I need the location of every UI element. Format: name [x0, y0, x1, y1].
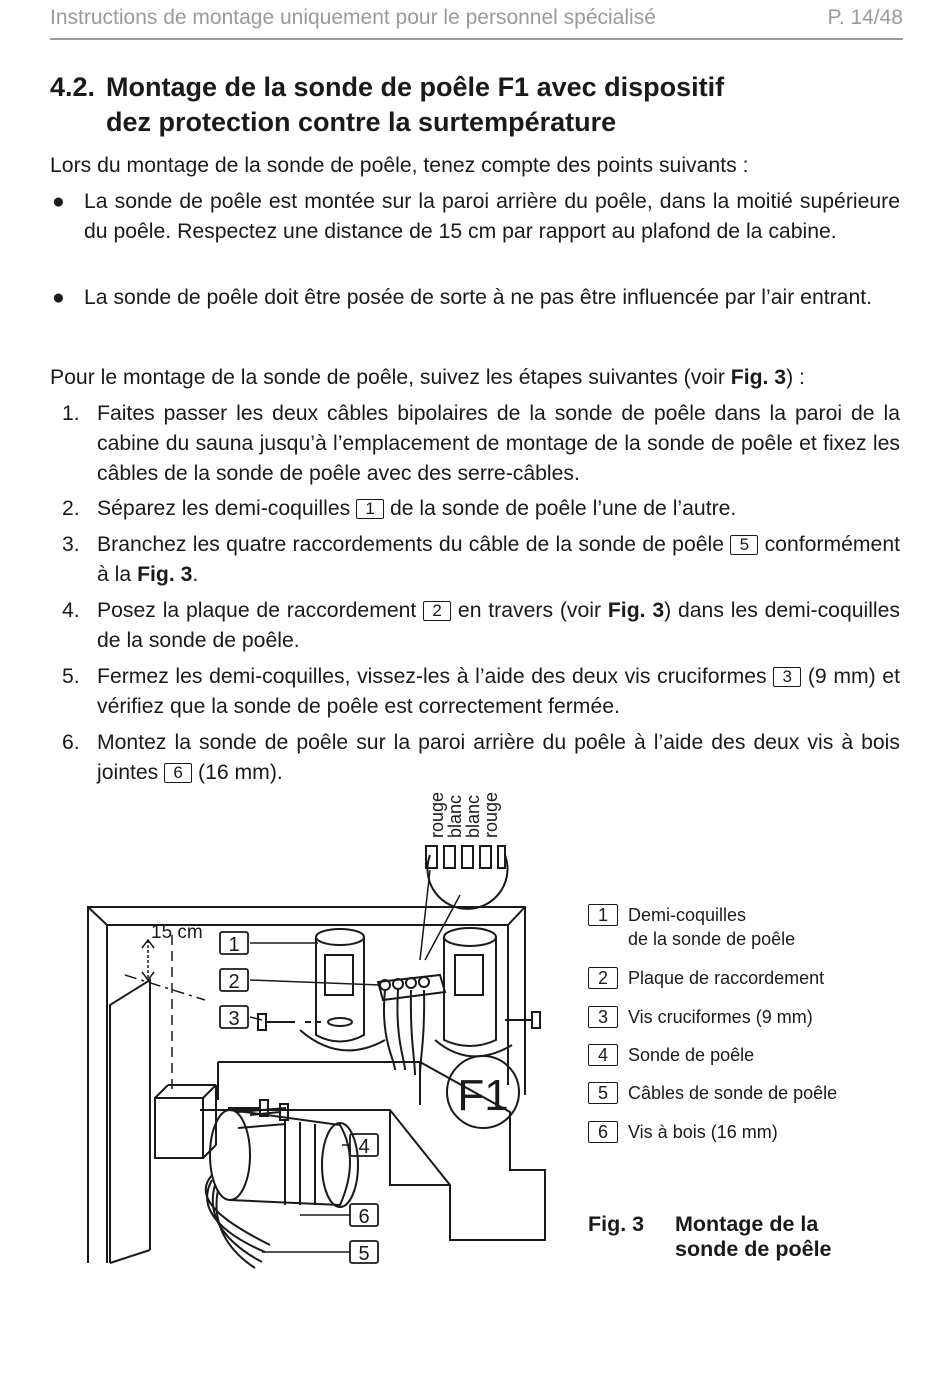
- legend-number: 4: [588, 1044, 618, 1066]
- callout-number: 3: [228, 1008, 240, 1030]
- callout-number: 6: [358, 1206, 370, 1228]
- callout-number: 5: [358, 1243, 370, 1265]
- bullet-icon: ●: [52, 190, 65, 213]
- sensor-label: F1: [457, 1071, 509, 1120]
- step-text-part: ) dans les demi-coquilles de la sonde de poêle.: [97, 599, 901, 652]
- step-text-part: .: [192, 563, 199, 586]
- step-text-part: Branchez les quatre raccordements du câble de la sonde de poêle: [97, 533, 731, 556]
- section-title-line2: dez protection contre la surtempérature: [106, 107, 617, 137]
- cross-screw: [258, 1014, 322, 1030]
- legend-text: de la sonde de poêle: [628, 929, 796, 949]
- step-text-part: de la sonde de poêle l’une de l’autre.: [384, 497, 737, 520]
- sensor-half-shell-left: [300, 929, 385, 1050]
- step-number: 3.: [62, 533, 80, 556]
- terminal-plate: [378, 975, 445, 1075]
- callout-box: 1: [356, 499, 384, 519]
- bullet-icon: ●: [52, 286, 65, 309]
- legend-item: [588, 1081, 837, 1105]
- legend-number: 6: [588, 1121, 618, 1143]
- intro-paragraph: Lors du montage de la sonde de poêle, tenez compte des points suivants :: [50, 154, 749, 177]
- wire-detail-zoom: [420, 846, 508, 960]
- legend-number: 5: [588, 1082, 618, 1104]
- legend-text: Câbles de sonde de poêle: [628, 1083, 838, 1103]
- callout-box: 6: [164, 763, 192, 783]
- legend-item: [588, 1120, 778, 1144]
- step-number: 6.: [62, 731, 80, 754]
- callout-box: 3: [773, 667, 801, 687]
- legend-text: Vis à bois (16 mm): [628, 1122, 778, 1142]
- figure-reference: Fig. 3: [137, 563, 193, 586]
- steps-intro-end: ) :: [786, 366, 805, 389]
- legend-text: Vis cruciformes (9 mm): [628, 1007, 813, 1027]
- step-number: 2.: [62, 497, 80, 520]
- legend-item: [588, 966, 824, 990]
- steps-intro-text: Pour le montage de la sonde de poêle, suivez les étapes suivantes (voir: [50, 366, 731, 389]
- step-text-part: (16 mm).: [192, 761, 283, 784]
- bullet-text: La sonde de poêle est montée sur la paroi arrière du poêle, dans la moitié supérieure du poêle. Respectez une distance de 15 cm par rapport au plafond de la cabine.: [84, 190, 900, 243]
- section-number: 4.2.: [50, 72, 96, 102]
- section-title-line1: Montage de la sonde de poêle F1 avec dispositif: [106, 72, 725, 102]
- cross-screw: [505, 1012, 540, 1028]
- wire-label: rouge: [481, 791, 501, 838]
- figure-reference: Fig. 3: [730, 366, 787, 389]
- stove-sensor: [206, 1108, 358, 1268]
- legend-text: Sonde de poêle: [628, 1045, 755, 1065]
- legend-text: Demi-coquilles: [628, 905, 747, 925]
- wire-label: blanc: [445, 794, 465, 838]
- legend-item: [588, 903, 795, 951]
- header-title: Instructions de montage uniquement pour le personnel spécialisé: [50, 6, 656, 29]
- sensor-half-shell-right: [435, 928, 512, 1056]
- step-text-part: Montez la sonde de poêle sur la paroi arrière du poêle à l’aide des deux vis à bois jointes: [97, 731, 900, 784]
- legend-item: [588, 1043, 754, 1067]
- callout-number: 1: [228, 934, 240, 956]
- step-text-part: Fermez les demi-coquilles, vissez-les à l’aide des deux vis cruciformes: [97, 665, 774, 688]
- step-text-part: Séparez les demi-coquilles: [97, 497, 357, 520]
- wire-label: rouge: [427, 791, 447, 838]
- bullet-text: La sonde de poêle doit être posée de sorte à ne pas être influencée par l’air entrant.: [84, 286, 873, 309]
- legend-number: 2: [588, 967, 618, 989]
- figure-caption-label: Fig. 3: [588, 1212, 645, 1236]
- dimension-marker: [125, 935, 205, 1090]
- figure-caption-text: Montage de la sonde de poêle: [675, 1212, 832, 1261]
- step-text-part: conformément à la: [97, 533, 900, 586]
- callout-box: 5: [730, 535, 758, 555]
- legend-number: 1: [588, 904, 618, 926]
- legend-text: Plaque de raccordement: [628, 968, 825, 988]
- callout-number: 4: [358, 1136, 370, 1158]
- wire-label: blanc: [463, 794, 483, 838]
- step-number: 4.: [62, 599, 80, 622]
- figure-reference: Fig. 3: [607, 599, 665, 622]
- step-text-part: (9 mm) et vérifiez que la sonde de poêle est correctement fermée.: [97, 665, 900, 718]
- legend-number: 3: [588, 1006, 618, 1028]
- page-number: P. 14/48: [827, 6, 903, 29]
- legend-item: [588, 1005, 813, 1029]
- callout-number: 2: [228, 971, 240, 993]
- callout-box: 2: [423, 601, 451, 621]
- step-text-part: Posez la plaque de raccordement: [97, 599, 424, 622]
- step-text: Faites passer les deux câbles bipolaires de la sonde de poêle dans la paroi de la cabine du sauna jusqu’à l’emplacement de montage de la sonde de poêle et fixez les câbles de la sonde de poêle avec des serre-câbles.: [97, 402, 900, 485]
- dimension-label: 15 cm: [151, 922, 203, 943]
- step-text-part: en travers (voir: [451, 599, 608, 622]
- step-number: 1.: [62, 402, 80, 425]
- step-number: 5.: [62, 665, 80, 688]
